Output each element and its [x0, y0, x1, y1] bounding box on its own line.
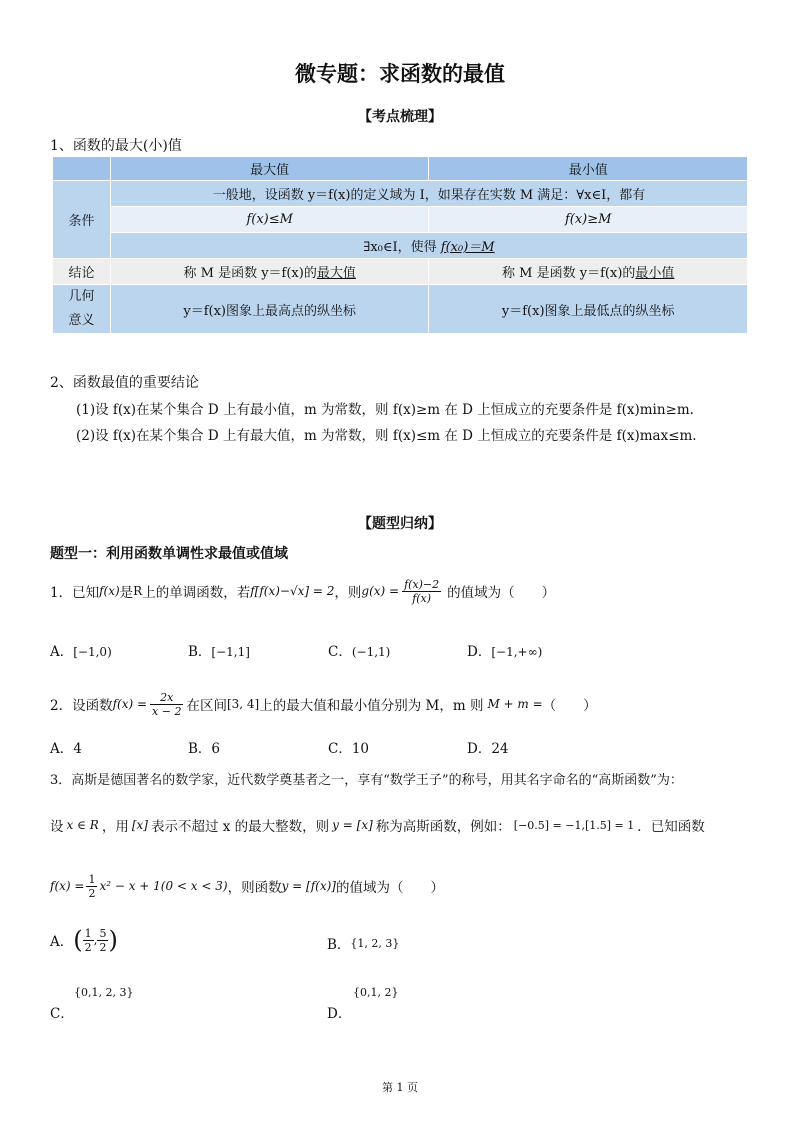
q3-option-a-frac1 [83, 927, 94, 954]
q3-option-c-value: {0,1, 2, 3} [74, 986, 134, 999]
q3-line1: 3．高斯是德国著名的数学家，近代数学奠基者之一，享有“数学王子”的称号，用其名字命名的“高斯函数”为： [50, 773, 683, 788]
q2-suffix: （ ） [542, 698, 597, 714]
q1-suffix: 的值域为（ ） [447, 585, 556, 601]
q2-option-b-label: B． [188, 741, 212, 757]
q3-option-a-frac1-den: 2 [84, 940, 92, 954]
q3-option-b-label: B． [327, 937, 351, 953]
row-label-geometry-1: 几何 [68, 289, 95, 304]
q2-f-lhs: f(x) = [112, 697, 148, 711]
condition-min-text: f(x)≥M [564, 212, 612, 227]
q1-g-lhs: g(x) = [361, 584, 400, 598]
q3-l2-a: 设 [50, 819, 64, 835]
q3-option-a[interactable] [50, 920, 118, 960]
q2-option-b-value: 6 [211, 741, 221, 757]
question-1 [50, 572, 555, 610]
q2-option-c-value: 10 [351, 741, 370, 757]
q1-option-d[interactable] [467, 640, 542, 660]
q3-option-a-frac2-num: 5 [99, 926, 107, 940]
q1-fx: f(x) [99, 584, 120, 598]
geometry-min: y＝f(x)图象上最低点的纵坐标 [429, 285, 748, 334]
q1-option-a-value: [−1,0) [73, 645, 112, 659]
q3-option-c[interactable] [50, 986, 134, 1022]
q2-option-c[interactable] [328, 737, 369, 757]
conclusion-min-underlined: 最小值 [635, 266, 675, 281]
section-title-review: 【考点梳理】 [358, 109, 442, 125]
q3-option-c-label: C． [50, 1006, 74, 1022]
q3-l2-bx: [x] [131, 818, 148, 832]
row-label-geometry-2: 意义 [68, 313, 95, 328]
q1-option-d-value: [−1,+∞) [491, 645, 543, 659]
q2-option-d[interactable] [467, 737, 509, 757]
q3-l2-b: ，用 [101, 819, 129, 835]
condition-max-text: f(x)≤M [246, 212, 293, 227]
q2-option-a-label: A． [50, 741, 74, 757]
table-header-min: 最小值 [429, 157, 748, 181]
max-min-table [52, 156, 748, 334]
q1-option-a[interactable] [50, 640, 112, 660]
q3-l3-mid: ，则函数 [227, 880, 282, 896]
q1-g-denominator: f(x) [412, 591, 432, 605]
question-2 [50, 686, 597, 722]
conclusion-min-prefix: 称 M 是函数 y＝f(x)的 [502, 266, 636, 281]
q1-condition: f[f(x)−√x] = 2 [250, 584, 335, 598]
condition-exist-prefix: ∃x₀∈I，使得 [363, 240, 437, 255]
q2-option-c-label: C． [328, 741, 352, 757]
q3-option-a-label: A． [50, 934, 74, 950]
q3-l2-y: y = [x] [332, 818, 373, 832]
row-label-conclusion: 结论 [53, 259, 111, 285]
q3-l3-fraction [86, 873, 97, 900]
q1-option-c-value: (−1,1) [351, 645, 391, 659]
q3-option-b[interactable] [327, 933, 399, 953]
q2-option-d-value: 24 [491, 741, 509, 757]
q3-option-a-frac2-den: 2 [99, 940, 107, 954]
q1-mid1: 是 [119, 585, 134, 601]
conclusion-max [110, 259, 429, 285]
conclusion-max-prefix: 称 M 是函数 y＝f(x)的 [183, 266, 317, 281]
q1-option-c-label: C． [328, 644, 352, 660]
point2-item-2: (2)设 f(x)在某个集合 D 上有最大值，m 为常数，则 f(x)≤m 在 D 上恒成立的充要条件是 f(x)max≤m. [76, 428, 697, 444]
q2-expr: M + m = [487, 697, 543, 711]
page-title: 微专题：求函数的最值 [295, 61, 505, 86]
q3-l3-f1: f(x) = [50, 879, 85, 893]
q1-option-b-label: B． [188, 644, 212, 660]
condition-max [110, 207, 429, 233]
q3-l2-c: 表示不超过 x 的最大整数，则 [150, 819, 330, 835]
q2-option-b[interactable] [188, 737, 220, 757]
point2-item-1: (1)设 f(x)在某个集合 D 上有最小值，m 为常数，则 f(x)≥m 在 D 上恒成立的充要条件是 f(x)min≥m. [76, 402, 694, 418]
q2-option-a-value: 4 [73, 741, 82, 757]
condition-exist-underlined: f(x₀)＝M [440, 240, 495, 255]
type1-heading: 题型一：利用函数单调性求最值或值域 [50, 546, 288, 562]
q2-mid2: 上的最大值和最小值分别为 M，m 则 [259, 698, 484, 714]
q2-f-denominator: x − 2 [152, 704, 182, 718]
row-label-geometry [53, 285, 111, 334]
q3-l2-d: 称为高斯函数，例如： [375, 819, 511, 835]
q2-interval: [3, 4] [226, 697, 260, 711]
q1-prefix: 1．已知 [50, 585, 100, 601]
q2-f-fraction [150, 691, 183, 718]
q3-l3-frac-num: 1 [88, 872, 96, 886]
q2-mid1: 在区间 [186, 698, 227, 714]
q1-option-b-value: [−1,1] [211, 645, 250, 659]
q2-prefix: 2．设函数 [50, 698, 113, 714]
q3-l2-e: ．已知函数 [637, 819, 705, 835]
point1-heading: 1、函数的最大(小)值 [50, 138, 182, 154]
point2-heading: 2、函数最值的重要结论 [50, 375, 199, 391]
q3-option-a-rparen: ) [108, 926, 118, 954]
conclusion-max-underlined: 最大值 [316, 266, 356, 281]
condition-exist [110, 233, 747, 259]
q2-option-a[interactable] [50, 737, 82, 757]
section-title-types: 【题型归纳】 [358, 516, 442, 532]
table-header-max: 最大值 [110, 157, 429, 181]
q3-option-a-frac1-num: 1 [84, 926, 92, 940]
q2-f-numerator: 2x [150, 691, 183, 705]
q3-option-a-frac2 [97, 927, 108, 954]
q3-line3 [50, 868, 444, 904]
q1-g-fraction [402, 578, 441, 605]
q3-l3-f2: x² − x + 1(0 < x < 3) [99, 879, 228, 893]
q3-option-d-value: {0,1, 2} [353, 986, 399, 999]
geometry-max: y＝f(x)图象上最高点的纵坐标 [110, 285, 429, 334]
q3-option-a-lparen: ( [73, 926, 83, 954]
q1-R: R [133, 584, 143, 598]
q3-l2-xR: x ∈ R [66, 818, 99, 832]
row-label-condition: 条件 [53, 181, 111, 259]
q3-option-d-label: D． [327, 1006, 352, 1022]
q3-l2-example: [−0.5] = −1,[1.5] = 1 [513, 818, 635, 832]
q1-option-c[interactable] [328, 640, 390, 660]
q3-option-a-sep: , [93, 933, 98, 947]
condition-min [429, 207, 748, 233]
q1-mid2: 上的单调函数，若 [142, 585, 251, 601]
q3-line2 [50, 812, 705, 838]
condition-common: 一般地，设函数 y＝f(x)的定义域为 I，如果存在实数 M 满足：∀x∈I，都有 [110, 181, 747, 207]
q1-mid3: ，则 [334, 585, 362, 601]
q3-option-d[interactable] [327, 986, 399, 1022]
q3-l3-y: y = [f(x)] [281, 879, 336, 893]
page-footer: 第 1 页 [382, 1081, 418, 1094]
table-corner [53, 157, 111, 181]
conclusion-min [429, 259, 748, 285]
q1-g-numerator: f(x)−2 [404, 577, 440, 591]
q1-option-d-label: D． [467, 644, 492, 660]
q2-option-d-label: D． [467, 741, 492, 757]
q1-option-b[interactable] [188, 640, 250, 660]
q1-option-a-label: A． [50, 644, 74, 660]
q3-option-b-value: {1, 2, 3} [350, 937, 400, 950]
q3-l3-frac-den: 2 [88, 886, 96, 900]
q3-l3-suffix: 的值域为（ ） [335, 880, 444, 896]
